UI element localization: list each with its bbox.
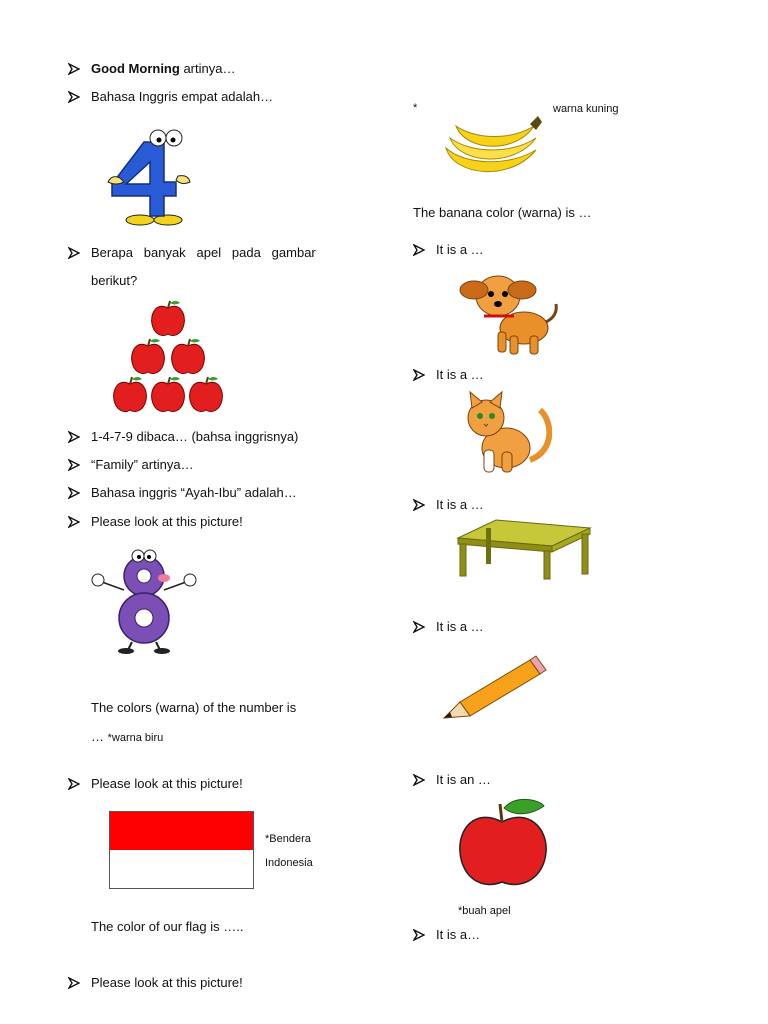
question-5: “Family” artinya… bbox=[91, 457, 194, 472]
apple-icon bbox=[456, 796, 552, 892]
arrow-bullet-icon bbox=[68, 459, 80, 471]
flag-white-band bbox=[110, 850, 253, 888]
q1-rest: artinya… bbox=[183, 61, 236, 76]
dog-icon bbox=[456, 266, 560, 358]
apple-icon bbox=[172, 339, 205, 374]
question-1 bbox=[91, 61, 235, 77]
q7-text-line-1: The colors (warna) of the number is bbox=[91, 700, 297, 715]
flag-icon bbox=[109, 811, 254, 889]
question-3-line-2: berikut? bbox=[91, 273, 138, 288]
right-question-4: It is a … bbox=[436, 619, 484, 634]
q1-bold: Good Morning bbox=[91, 61, 180, 76]
apple-icon bbox=[132, 339, 165, 374]
cat-icon bbox=[460, 390, 552, 474]
arrow-bullet-icon bbox=[68, 247, 80, 259]
q8-text: The color of our flag is ….. bbox=[91, 919, 244, 934]
arrow-bullet-icon bbox=[413, 244, 425, 256]
flag-red-band bbox=[110, 812, 253, 850]
arrow-bullet-icon bbox=[413, 369, 425, 381]
apple-pyramid-image bbox=[110, 300, 226, 416]
flag-note-2: Indonesia bbox=[265, 857, 313, 869]
arrow-bullet-icon bbox=[413, 929, 425, 941]
number-four-icon bbox=[106, 124, 196, 226]
right-question-3: It is a … bbox=[436, 497, 484, 512]
apple-icon bbox=[152, 377, 185, 412]
arrow-bullet-icon bbox=[68, 977, 80, 989]
pencil-icon bbox=[440, 654, 548, 722]
number-eight-icon bbox=[88, 546, 200, 656]
apple-note: *buah apel bbox=[458, 905, 511, 917]
flag-note-1: *Bendera bbox=[265, 833, 311, 845]
table-icon bbox=[456, 518, 592, 582]
question-2: Bahasa Inggris empat adalah… bbox=[91, 89, 274, 104]
right-question-5: It is an … bbox=[436, 772, 491, 787]
question-4: 1-4-7-9 dibaca… (bahsa inggrisnya) bbox=[91, 429, 299, 444]
question-6: Bahasa inggris “Ayah-Ibu” adalah… bbox=[91, 485, 297, 500]
q7-text-line-2 bbox=[91, 729, 163, 746]
apple-icon bbox=[114, 377, 147, 412]
banana-icon bbox=[440, 110, 544, 182]
apple-icon bbox=[190, 377, 223, 412]
banana-note: warna kuning bbox=[553, 103, 619, 115]
question-3-line-1: Berapa banyak apel pada gambar bbox=[91, 245, 316, 260]
arrow-bullet-icon bbox=[413, 499, 425, 511]
banana-text: The banana color (warna) is … bbox=[413, 205, 592, 220]
arrow-bullet-icon bbox=[413, 774, 425, 786]
arrow-bullet-icon bbox=[68, 778, 80, 790]
arrow-bullet-icon bbox=[413, 621, 425, 633]
arrow-bullet-icon bbox=[68, 516, 80, 528]
q7-note: *warna biru bbox=[107, 732, 164, 744]
arrow-bullet-icon bbox=[68, 431, 80, 443]
q7-ellipsis: … bbox=[91, 729, 108, 744]
right-question-6: It is a… bbox=[436, 927, 481, 942]
arrow-bullet-icon bbox=[68, 91, 80, 103]
question-9: Please look at this picture! bbox=[91, 975, 243, 990]
right-question-1: It is a … bbox=[436, 242, 484, 257]
apple-icon bbox=[152, 301, 185, 336]
right-question-2: It is a … bbox=[436, 367, 484, 382]
question-8: Please look at this picture! bbox=[91, 776, 243, 791]
arrow-bullet-icon bbox=[68, 63, 80, 75]
question-7: Please look at this picture! bbox=[91, 514, 243, 529]
banana-star: * bbox=[413, 102, 418, 114]
arrow-bullet-icon bbox=[68, 487, 80, 499]
